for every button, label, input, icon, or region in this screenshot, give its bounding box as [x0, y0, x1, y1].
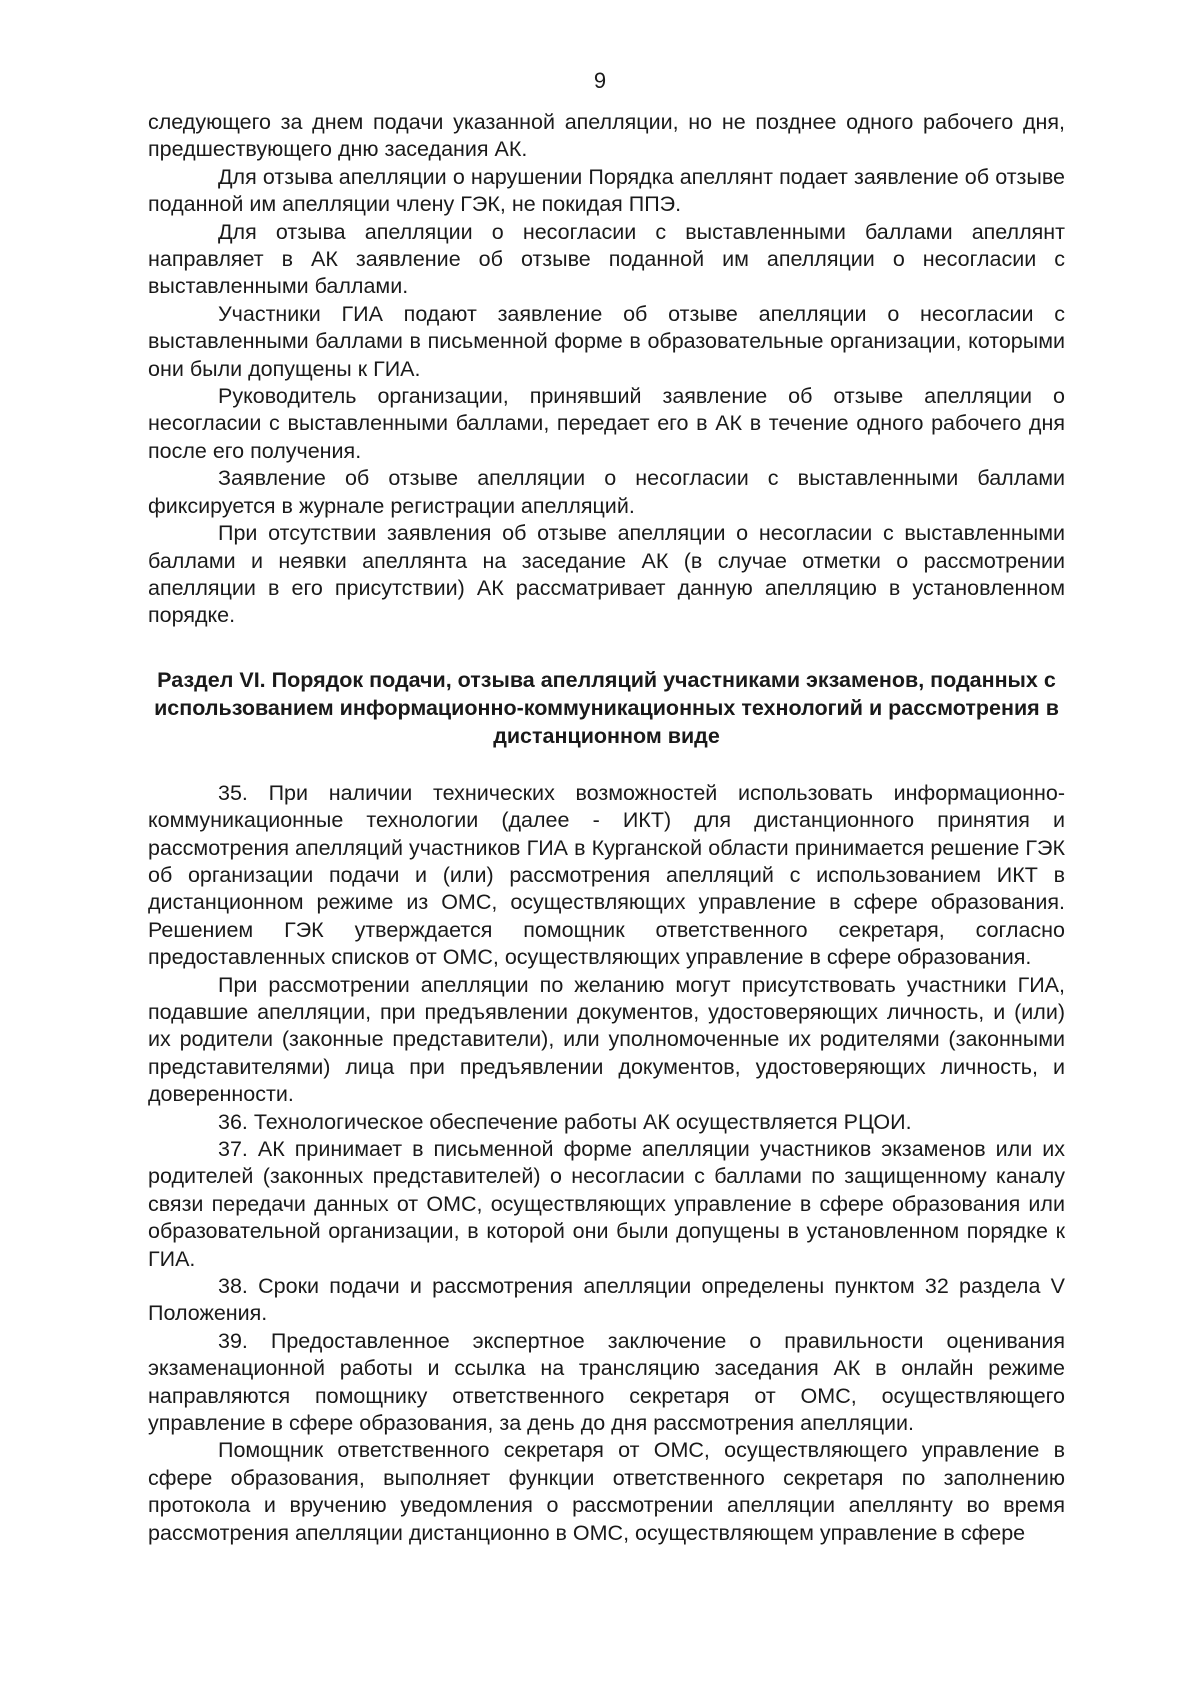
paragraph-39: 39. Предоставленное экспертное заключение о правильности оценивания экзаменационной работы и ссылка на трансляцию заседания АК в онлайн режиме направляются помощнику ответственного секретаря от ОМС, осуществляющего управление в сфере образования, за день до дня рассмотрения апелляции. — [148, 1328, 1065, 1436]
paragraph-head-of-organization: Руководитель организации, принявший заявление об отзыве апелляции о несогласии с выставленными баллами, передает его в АК в течение одного рабочего дня после его получения. — [148, 384, 1065, 463]
paragraph-absence-of-withdrawal: При отсутствии заявления об отзыве апелляции о несогласии с выставленными баллами и неявки апеллянта на заседание АК (в случае отметки о рассмотрении апелляции в его присутствии) АК рассматривает данную апелляцию в установленном порядке. — [148, 521, 1065, 628]
paragraph-withdraw-procedure-violation: Для отзыва апелляции о нарушении Порядка апеллянт подает заявление об отзыве поданной им апелляции члену ГЭК, не покидая ППЭ. — [148, 164, 1065, 217]
document-body — [148, 109, 1065, 1547]
paragraph-registration-log: Заявление об отзыве апелляции о несогласии с выставленными баллами фиксируется в журнале регистрации апелляций. — [148, 466, 1065, 518]
paragraph-39-assistant-duties: Помощник ответственного секретаря от ОМС, осуществляющего управление в сфере образования, выполняет функции ответственного секретаря по заполнению протокола и вручению уведомления о рассмотрении апелляции апеллянту во время рассмотрения апелляции дистанционно в ОМС, осуществляющем управление в сфере — [148, 1438, 1065, 1545]
paragraph-35-attendance: При рассмотрении апелляции по желанию могут присутствовать участники ГИА, подавшие апелляции, при предъявлении документов, удостоверяющих личность, и (или) их родители (законные представители), или уполномоченные их родителями (законными представителями) лица при предъявлении документов, удостоверяющих личность, и доверенности. — [148, 972, 1065, 1107]
page-number: 9 — [593, 68, 607, 93]
paragraph-35: 35. При наличии технических возможностей использовать информационно-коммуникационные технологии (далее - ИКТ) для дистанционного принятия и рассмотрения апелляций участников ГИА в Курганской области принимается решение ГЭК об организации подачи и (или) рассмотрения апелляций с использованием ИКТ в дистанционном режиме из ОМС, осуществляющих управление в сфере образования. Решением ГЭК утверждается помощник ответственного секретаря, согласно предоставленных списков от ОМС, осуществляющих управление в сфере образования. — [148, 780, 1065, 970]
paragraph-continuation: следующего за днем подачи указанной апелляции, но не позднее одного рабочего дня, предшествующего дню заседания АК. — [148, 110, 1065, 162]
paragraph-36: 36. Технологическое обеспечение работы АК осуществляется РЦОИ. — [218, 1109, 912, 1134]
paragraph-37: 37. АК принимает в письменной форме апелляции участников экзаменов или их родителей (законных представителей) о несогласии с баллами по защищенному каналу связи передачи данных от ОМС, осуществляющих управление в сфере образования или образовательной организации, в которой они были допущены в установленном порядке к ГИА. — [148, 1137, 1065, 1271]
paragraph-withdraw-score-disagreement: Для отзыва апелляции о несогласии с выставленными баллами апеллянт направляет в АК заявление об отзыве поданной им апелляции о несогласии с выставленными баллами. — [148, 219, 1065, 299]
paragraph-38: 38. Сроки подачи и рассмотрения апелляции определены пунктом 32 раздела V Положения. — [148, 1274, 1065, 1326]
paragraph-participants-submit: Участники ГИА подают заявление об отзыве апелляции о несогласии с выставленными баллами в письменной форме в образовательные организации, которыми они были допущены к ГИА. — [148, 301, 1065, 381]
section-heading: Раздел VI. Порядок подачи, отзыва апелляций участниками экзаменов, поданных с использованием информационно-коммуникационных технологий и рассмотрения в дистанционном виде — [154, 667, 1059, 748]
